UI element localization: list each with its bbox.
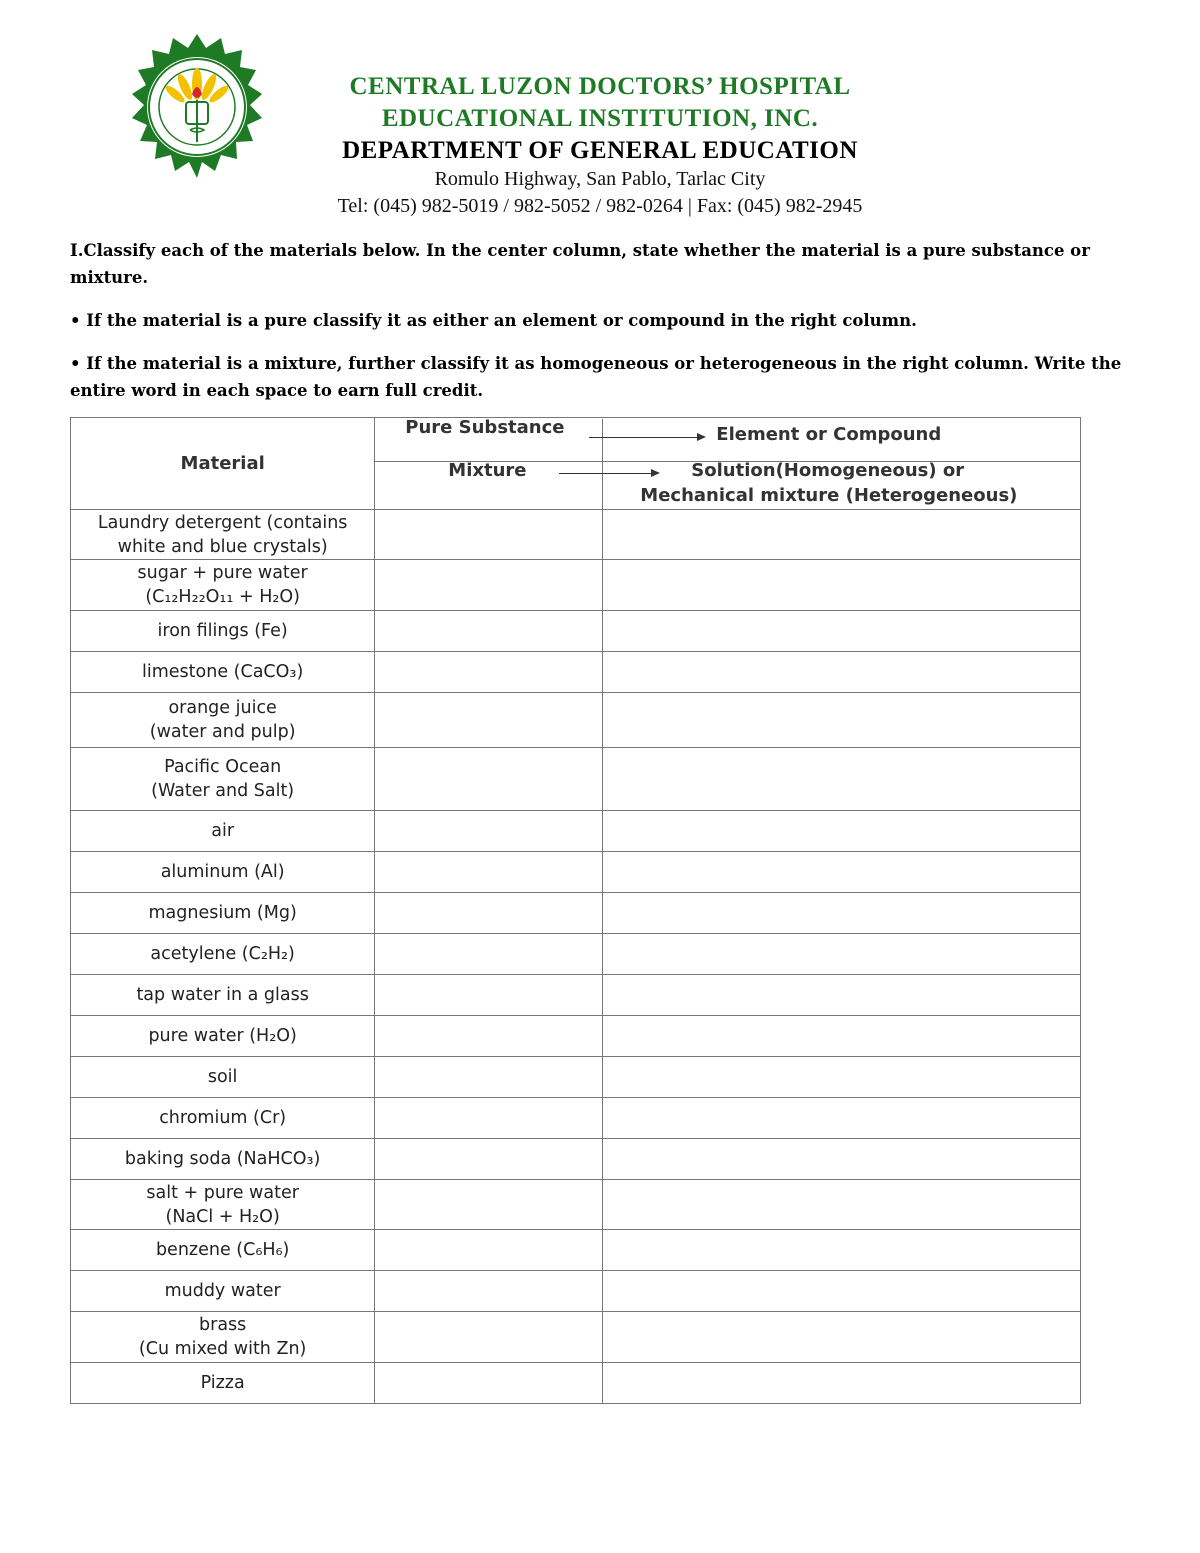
table-row (71, 1139, 1081, 1180)
material-cell (71, 975, 375, 1016)
classification-answer-cell[interactable] (602, 611, 1080, 652)
header-material (71, 418, 375, 510)
material-name: air (211, 821, 235, 841)
material-cell (71, 934, 375, 975)
classification-answer-cell[interactable] (602, 1271, 1080, 1312)
material-name: pure water (H₂O) (148, 1026, 297, 1046)
classification-answer-cell[interactable] (602, 652, 1080, 693)
material-cell (71, 510, 375, 560)
material-name: acetylene (C₂H₂) (150, 944, 295, 964)
classification-answer-cell[interactable] (602, 811, 1080, 852)
table-row (71, 560, 1081, 611)
material-name: chromium (Cr) (159, 1108, 287, 1128)
table-row (71, 1230, 1081, 1271)
material-cell (71, 893, 375, 934)
pure-or-mixture-answer-cell[interactable] (375, 811, 602, 852)
material-name: muddy water (164, 1281, 281, 1301)
material-cell (71, 1057, 375, 1098)
arrow-line-mixture (559, 473, 653, 474)
material-cell (71, 693, 375, 748)
classification-answer-cell[interactable] (602, 1098, 1080, 1139)
institution-name-line2: EDUCATIONAL INSTITUTION, INC. (381, 105, 819, 132)
table-row (71, 510, 1081, 560)
material-name: Laundry detergent (contains (97, 512, 348, 533)
table-row (71, 975, 1081, 1016)
arrow-line-pure (589, 437, 701, 438)
instructions-bullet-mixture: • If the material is a mixture, further classify it as homogeneous or heterogeneous in the right column. Write the entire word in each space to earn full credit. (70, 354, 1122, 400)
header-solution-line1: Solution(Homogeneous) or (691, 459, 965, 481)
classification-answer-cell[interactable] (602, 748, 1080, 811)
table-row (71, 1057, 1081, 1098)
arrow-right-icon (651, 469, 660, 477)
pure-or-mixture-answer-cell[interactable] (375, 1230, 602, 1271)
arrow-right-icon (697, 433, 706, 441)
pure-or-mixture-answer-cell[interactable] (375, 1098, 602, 1139)
header-element-or-compound: Element or Compound (716, 423, 942, 445)
material-detail: (Water and Salt) (151, 781, 295, 801)
classification-answer-cell[interactable] (602, 893, 1080, 934)
pure-or-mixture-answer-cell[interactable] (375, 1016, 602, 1057)
material-name: magnesium (Mg) (148, 903, 297, 923)
material-cell (71, 811, 375, 852)
classification-answer-cell[interactable] (602, 1139, 1080, 1180)
material-name: brass (199, 1315, 247, 1335)
header-classification (375, 418, 1081, 510)
pure-or-mixture-answer-cell[interactable] (375, 611, 602, 652)
material-name: aluminum (Al) (160, 862, 285, 882)
pure-or-mixture-answer-cell[interactable] (375, 560, 602, 611)
material-name: limestone (CaCO₃) (142, 662, 304, 682)
material-cell (71, 852, 375, 893)
material-cell (71, 1098, 375, 1139)
instructions-intro: I.Classify each of the materials below. In the center column, state whether the material is a pure substance or mixture. (70, 241, 1090, 287)
classification-answer-cell[interactable] (602, 1230, 1080, 1271)
material-cell (71, 1363, 375, 1404)
pure-or-mixture-answer-cell[interactable] (375, 852, 602, 893)
header-solution-line2: Mechanical mixture (Heterogeneous) (640, 484, 1018, 506)
department-title: DEPARTMENT OF GENERAL EDUCATION (342, 137, 858, 164)
pure-or-mixture-answer-cell[interactable] (375, 652, 602, 693)
table-row (71, 1363, 1081, 1404)
material-name: Pacific Ocean (164, 757, 282, 777)
classification-answer-cell[interactable] (602, 1016, 1080, 1057)
material-detail: (C₁₂H₂₂O₁₁ + H₂O) (145, 587, 300, 607)
pure-or-mixture-answer-cell[interactable] (375, 1139, 602, 1180)
classification-answer-cell[interactable] (602, 1363, 1080, 1404)
header-column-divider (602, 419, 603, 509)
pure-or-mixture-answer-cell[interactable] (375, 693, 602, 748)
pure-or-mixture-answer-cell[interactable] (375, 1057, 602, 1098)
material-name: soil (207, 1067, 238, 1087)
pure-or-mixture-answer-cell[interactable] (375, 975, 602, 1016)
table-row (71, 1312, 1081, 1363)
institution-name-line1: CENTRAL LUZON DOCTORS’ HOSPITAL (349, 73, 851, 100)
pure-or-mixture-answer-cell[interactable] (375, 934, 602, 975)
classification-answer-cell[interactable] (602, 852, 1080, 893)
table-row (71, 748, 1081, 811)
material-cell (71, 1271, 375, 1312)
material-name: salt + pure water (146, 1182, 299, 1203)
table-row (71, 893, 1081, 934)
classification-answer-cell[interactable] (602, 560, 1080, 611)
material-detail: (Cu mixed with Zn) (138, 1339, 307, 1359)
material-name: Pizza (200, 1373, 245, 1393)
classification-answer-cell[interactable] (602, 1180, 1080, 1230)
material-name: baking soda (NaHCO₃) (124, 1149, 321, 1169)
classification-answer-cell[interactable] (602, 693, 1080, 748)
material-name: sugar + pure water (137, 563, 308, 583)
material-cell (71, 1139, 375, 1180)
pure-or-mixture-answer-cell[interactable] (375, 1180, 602, 1230)
pure-or-mixture-answer-cell[interactable] (375, 1271, 602, 1312)
classification-answer-cell[interactable] (602, 934, 1080, 975)
header-material-label: Material (180, 453, 265, 474)
material-cell (71, 652, 375, 693)
table-row (71, 1098, 1081, 1139)
table-row (71, 852, 1081, 893)
classification-answer-cell[interactable] (602, 975, 1080, 1016)
pure-or-mixture-answer-cell[interactable] (375, 893, 602, 934)
table-row (71, 1180, 1081, 1230)
table-row (71, 811, 1081, 852)
classification-table (70, 417, 1081, 1404)
table-row (71, 934, 1081, 975)
material-name: iron filings (Fe) (157, 621, 288, 641)
pure-or-mixture-answer-cell[interactable] (375, 1363, 602, 1404)
header-mixture: Mixture (448, 459, 527, 481)
classification-answer-cell[interactable] (602, 510, 1080, 560)
material-detail: white and blue crystals) (117, 536, 328, 557)
pure-or-mixture-answer-cell[interactable] (375, 510, 602, 560)
table-row (71, 693, 1081, 748)
material-cell (71, 748, 375, 811)
material-cell (71, 1230, 375, 1271)
material-detail: (water and pulp) (149, 722, 296, 742)
classification-answer-cell[interactable] (602, 1312, 1080, 1363)
material-name: benzene (C₆H₆) (155, 1240, 290, 1260)
material-cell (71, 1180, 375, 1230)
contact-line: Tel: (045) 982-5019 / 982-5052 / 982-0264 | Fax: (045) 982-2945 (337, 195, 863, 217)
material-cell (71, 560, 375, 611)
table-row (71, 611, 1081, 652)
classification-answer-cell[interactable] (602, 1057, 1080, 1098)
material-name: orange juice (168, 698, 277, 718)
instructions-bullet-pure: • If the material is a pure classify it as either an element or compound in the right column. (70, 311, 917, 330)
table-row (71, 652, 1081, 693)
header-pure-substance: Pure Substance (405, 416, 565, 438)
table-row (71, 1016, 1081, 1057)
address-line: Romulo Highway, San Pablo, Tarlac City (434, 168, 766, 190)
pure-or-mixture-answer-cell[interactable] (375, 1312, 602, 1363)
pure-or-mixture-answer-cell[interactable] (375, 748, 602, 811)
material-cell (71, 1312, 375, 1363)
material-cell (71, 611, 375, 652)
material-name: tap water in a glass (136, 985, 309, 1005)
table-row (71, 1271, 1081, 1312)
material-detail: (NaCl + H₂O) (165, 1206, 280, 1227)
material-cell (71, 1016, 375, 1057)
